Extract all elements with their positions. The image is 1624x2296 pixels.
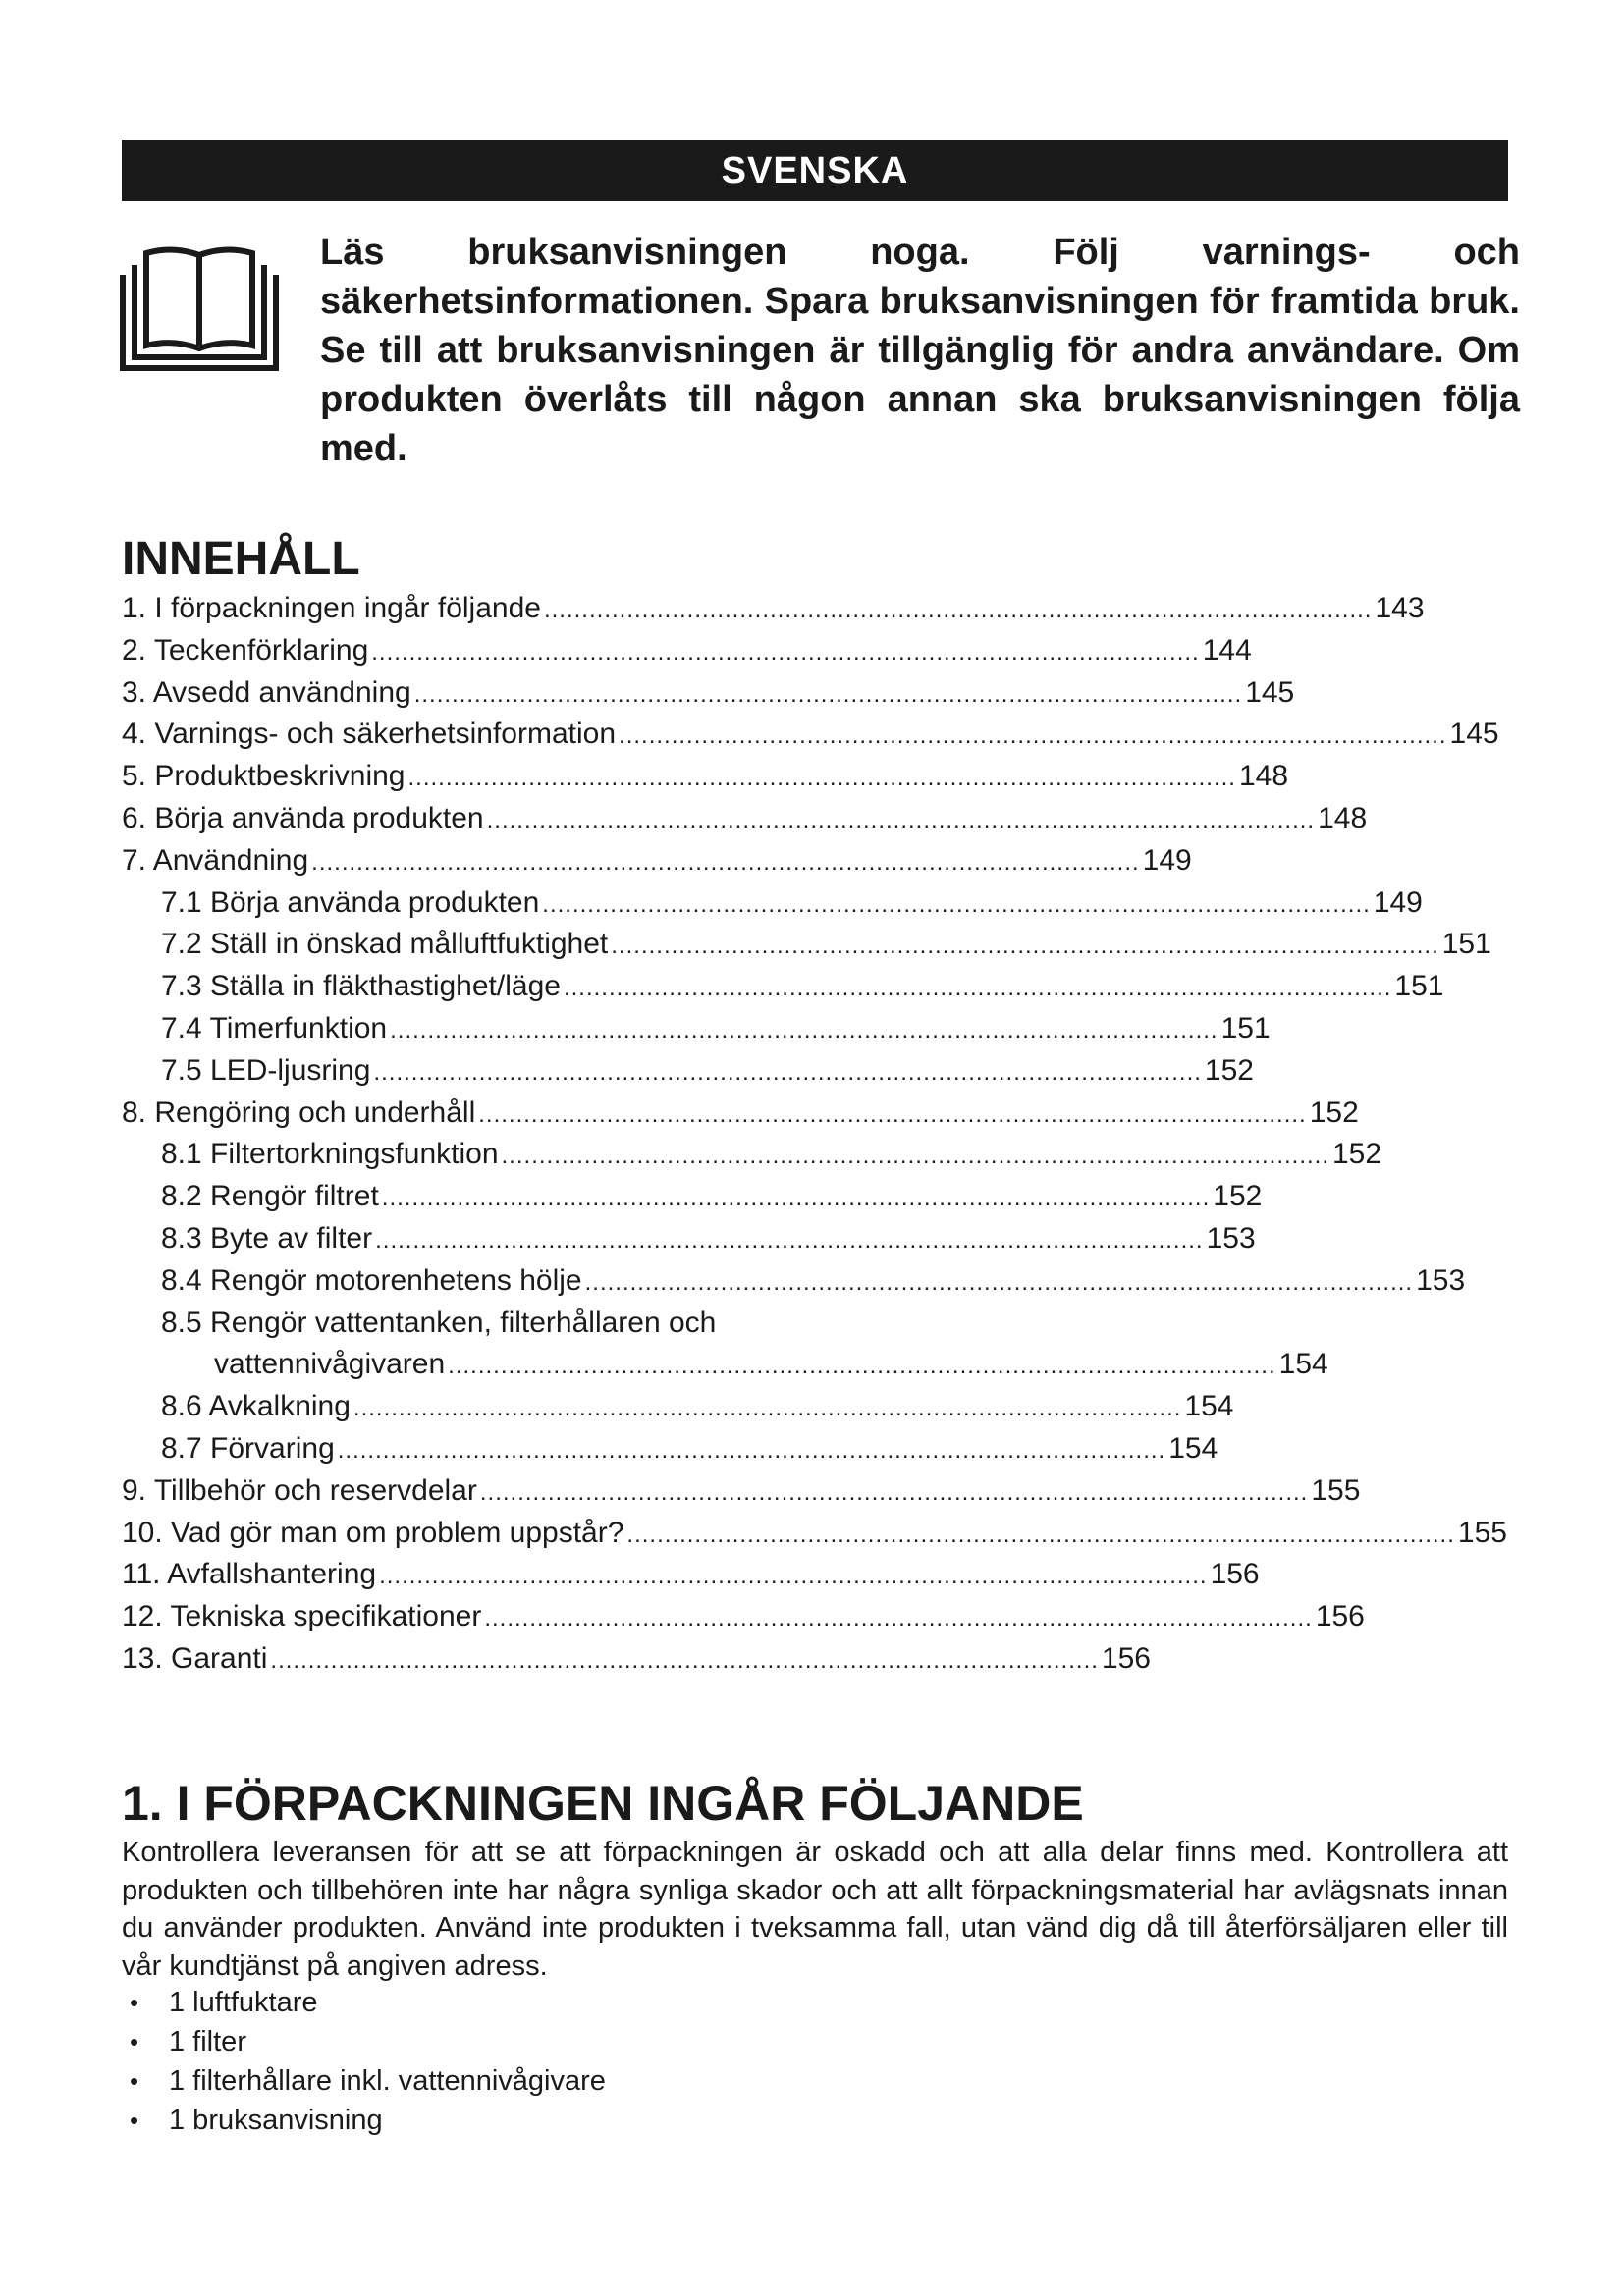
toc-entry-7-5[interactable]: 7.5 LED-ljusring .............................................................................................................. 152: [161, 1053, 1254, 1087]
toc-entry-5[interactable]: 5. Produktbeskrivning .............................................................................................................. 148: [122, 760, 1289, 793]
toc-entry-8-5-continued[interactable]: vattennivågivaren .............................................................................................................. 154: [214, 1348, 1328, 1381]
list-item: • 1 filter: [130, 2022, 606, 2061]
toc-entry-9[interactable]: 9. Tillbehör och reservdelar .............................................................................................................. 155: [122, 1473, 1361, 1507]
toc-entry-6[interactable]: 6. Börja använda produkten .............................................................................................................. 148: [122, 801, 1368, 834]
toc-entry-8-3[interactable]: 8.3 Byte av filter .............................................................................................................. 153: [161, 1221, 1256, 1255]
toc-entry-3[interactable]: 3. Avsedd användning .............................................................................................................. 145: [122, 675, 1295, 709]
toc-entry-8-1[interactable]: 8.1 Filtertorkningsfunktion .............................................................................................................. 152: [161, 1138, 1382, 1171]
bullet-icon: •: [130, 2106, 139, 2135]
toc-entry-11[interactable]: 11. Avfallshantering .............................................................................................................. 156: [122, 1558, 1260, 1591]
toc-entry-2[interactable]: 2. Teckenförklaring .............................................................................................................. 144: [122, 633, 1252, 667]
toc-entry-7-2[interactable]: 7.2 Ställ in önskad målluftfuktighet .............................................................................................................. 151: [161, 928, 1491, 961]
bullet-icon: •: [130, 2027, 139, 2056]
language-header-bar: [122, 140, 1508, 201]
toc-entry-12[interactable]: 12. Tekniska specifikationer .............................................................................................................. 156: [122, 1600, 1365, 1633]
toc-entry-4[interactable]: 4. Varnings- och säkerhetsinformation .............................................................................................................. 145: [122, 718, 1499, 751]
toc-entry-13[interactable]: 13. Garanti .............................................................................................................. 156: [122, 1641, 1151, 1675]
list-item: • 1 luftfuktare: [130, 1983, 606, 2022]
list-item: • 1 filterhållare inkl. vattennivågivare: [130, 2061, 606, 2101]
toc-entry-8-6[interactable]: 8.6 Avkalkning .............................................................................................................. 154: [161, 1390, 1234, 1423]
toc-entry-8-2[interactable]: 8.2 Rengör filtret .............................................................................................................. 152: [161, 1180, 1263, 1213]
list-item: • 1 bruksanvisning: [130, 2101, 606, 2140]
toc-entry-10[interactable]: 10. Vad gör man om problem uppstår? .............................................................................................................. 155: [122, 1516, 1507, 1549]
toc-entry-7-1[interactable]: 7.1 Börja använda produkten .............................................................................................................. 149: [161, 885, 1423, 919]
safety-notice: Läs bruksanvisningen noga. Följ varnings- och säkerhetsinformationen. Spara bruksanvisningen för framtida bruk. Se till att bruksanvisningen är tillgänglig för andra användare. Om produkten överlåts till någon annan ska bruksanvisningen följa med.: [320, 232, 1520, 469]
toc-entry-8-7[interactable]: 8.7 Förvaring .............................................................................................................. 154: [161, 1431, 1218, 1465]
toc-entry-7-3[interactable]: 7.3 Ställa in fläkthastighet/läge .............................................................................................................. 151: [161, 970, 1444, 1003]
bullet-icon: •: [130, 1988, 139, 2017]
package-contents-list: [130, 1983, 606, 2140]
toc-title: INNEHÅLL: [122, 533, 360, 585]
toc-entry-8-4[interactable]: 8.4 Rengör motorenhetens hölje .............................................................................................................. 153: [161, 1263, 1466, 1297]
section-1-intro: Kontrollera leveransen för att se att förpackningen är oskadd och att alla delar finns med. Kontrollera att produkten och tillbehören inte har några synliga skador och att allt förpackningsmaterial har avlägsnats innan du använder produkten. Använd inte produkten i tveksamma fall, utan vänd dig då till återförsäljaren eller till vår kundtjänst på angiven adress.: [122, 1837, 1508, 1982]
bullet-icon: •: [130, 2066, 139, 2096]
open-book-icon: [120, 236, 279, 373]
section-1-title: 1. I FÖRPACKNINGEN INGÅR FÖLJANDE: [122, 1776, 1084, 1831]
toc-entry-8[interactable]: 8. Rengöring och underhåll .............................................................................................................. 152: [122, 1095, 1359, 1129]
toc-entry-7[interactable]: 7. Användning .............................................................................................................. 149: [122, 843, 1192, 877]
toc-entry-1[interactable]: 1. I förpackningen ingår följande .............................................................................................................. 143: [122, 592, 1425, 624]
table-of-contents: [122, 588, 1507, 1681]
toc-entry-8-5[interactable]: 8.5 Rengör vattentanken, filterhållaren och: [161, 1306, 717, 1339]
language-label: SVENSKA: [721, 150, 909, 191]
toc-entry-7-4[interactable]: 7.4 Timerfunktion .............................................................................................................. 151: [161, 1011, 1271, 1044]
